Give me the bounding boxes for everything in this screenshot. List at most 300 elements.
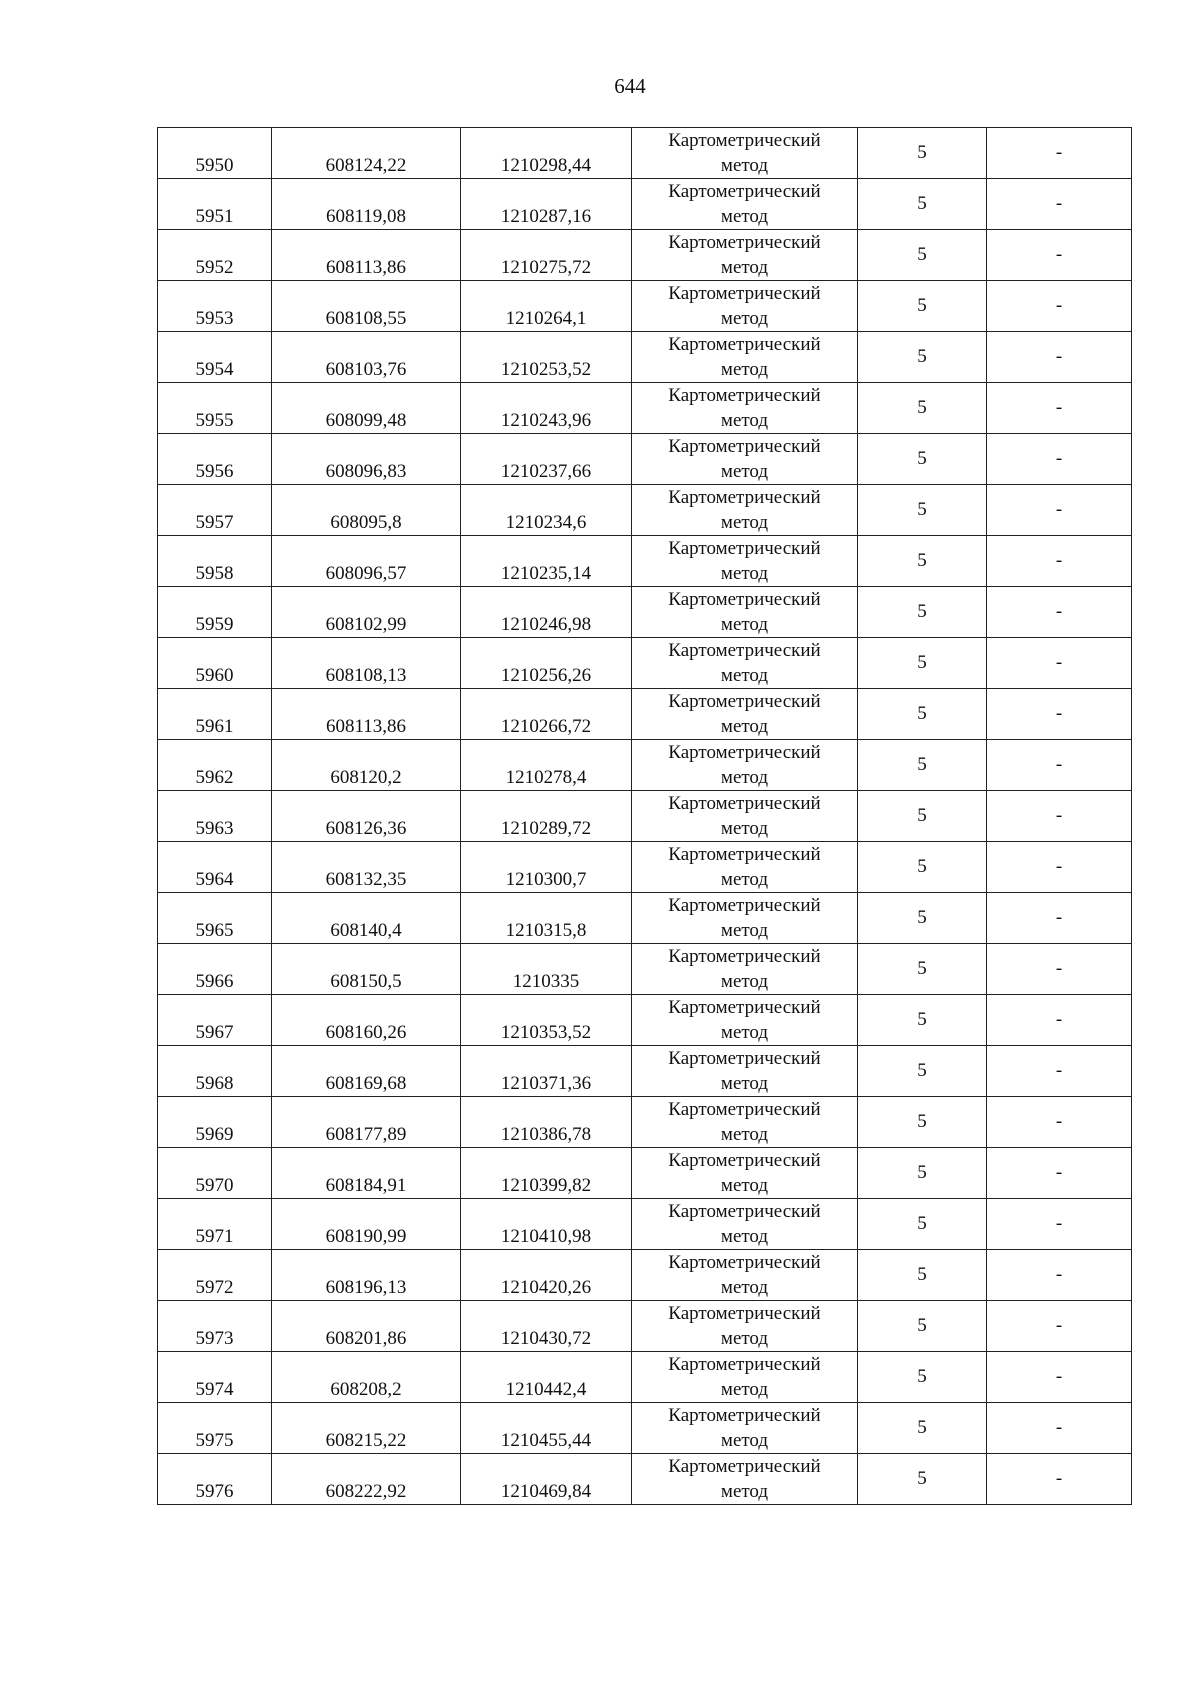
- y-coordinate: 1210469,84: [500, 1481, 592, 1502]
- table-row: [158, 638, 1132, 689]
- method-line-1: Картометрический: [668, 334, 821, 355]
- method-line-2: метод: [720, 665, 769, 686]
- precision-value: 5: [917, 346, 927, 367]
- precision-cell: [858, 179, 987, 230]
- x-coordinate: 608126,36: [325, 818, 407, 839]
- table-row: [158, 1301, 1132, 1352]
- x-coordinate-cell: [272, 893, 461, 944]
- precision-value: 5: [917, 856, 927, 877]
- point-number-cell: [158, 587, 272, 638]
- table-row: [158, 1250, 1132, 1301]
- precision-cell: [858, 1046, 987, 1097]
- note-cell: [987, 536, 1132, 587]
- y-coordinate-cell: [461, 383, 632, 434]
- point-number-cell: [158, 1454, 272, 1505]
- note-cell: [987, 1097, 1132, 1148]
- method-cell: [632, 791, 858, 842]
- point-number-cell: [158, 893, 272, 944]
- y-coordinate-cell: [461, 893, 632, 944]
- precision-cell: [858, 893, 987, 944]
- precision-cell: [858, 1352, 987, 1403]
- note-cell: [987, 179, 1132, 230]
- method-cell: [632, 1352, 858, 1403]
- y-coordinate-cell: [461, 1148, 632, 1199]
- point-number-cell: [158, 332, 272, 383]
- x-coordinate-cell: [272, 944, 461, 995]
- point-number-cell: [158, 230, 272, 281]
- method-cell: [632, 893, 858, 944]
- precision-value: 5: [917, 1315, 927, 1336]
- precision-value: 5: [917, 193, 927, 214]
- precision-cell: [858, 230, 987, 281]
- y-coordinate: 1210300,7: [505, 869, 587, 890]
- note-cell: [987, 332, 1132, 383]
- method-line-1: Картометрический: [668, 487, 821, 508]
- x-coordinate-cell: [272, 383, 461, 434]
- note-value: -: [1055, 754, 1063, 775]
- precision-value: 5: [917, 1111, 927, 1132]
- note-cell: [987, 1199, 1132, 1250]
- y-coordinate: 1210264,1: [505, 308, 587, 329]
- point-number-cell: [158, 434, 272, 485]
- precision-value: 5: [917, 1213, 927, 1234]
- note-value: -: [1055, 601, 1063, 622]
- precision-value: 5: [917, 142, 927, 163]
- y-coordinate-cell: [461, 842, 632, 893]
- x-coordinate: 608096,57: [325, 563, 407, 584]
- x-coordinate: 608113,86: [325, 716, 407, 737]
- x-coordinate: 608095,8: [330, 512, 402, 533]
- precision-cell: [858, 434, 987, 485]
- method-line-1: Картометрический: [668, 691, 821, 712]
- precision-cell: [858, 587, 987, 638]
- x-coordinate: 608196,13: [325, 1277, 407, 1298]
- note-cell: [987, 1046, 1132, 1097]
- method-cell: [632, 587, 858, 638]
- x-coordinate-cell: [272, 842, 461, 893]
- precision-value: 5: [917, 1162, 927, 1183]
- x-coordinate: 608119,08: [325, 206, 407, 227]
- precision-value: 5: [917, 448, 927, 469]
- point-number: 5968: [195, 1073, 234, 1094]
- y-coordinate-cell: [461, 995, 632, 1046]
- y-coordinate-cell: [461, 791, 632, 842]
- note-value: -: [1055, 193, 1063, 214]
- precision-cell: [858, 1403, 987, 1454]
- precision-value: 5: [917, 1264, 927, 1285]
- point-number: 5953: [195, 308, 234, 329]
- y-coordinate: 1210315,8: [505, 920, 587, 941]
- x-coordinate: 608132,35: [325, 869, 407, 890]
- table-row: [158, 281, 1132, 332]
- x-coordinate-cell: [272, 281, 461, 332]
- point-number: 5962: [195, 767, 234, 788]
- method-line-1: Картометрический: [668, 1354, 821, 1375]
- precision-cell: [858, 995, 987, 1046]
- x-coordinate-cell: [272, 1097, 461, 1148]
- method-line-1: Картометрический: [668, 283, 821, 304]
- x-coordinate-cell: [272, 995, 461, 1046]
- x-coordinate: 608113,86: [325, 257, 407, 278]
- note-value: -: [1055, 1213, 1063, 1234]
- point-number: 5965: [195, 920, 234, 941]
- precision-value: 5: [917, 550, 927, 571]
- coordinates-table: [157, 127, 1132, 1505]
- note-value: -: [1055, 1009, 1063, 1030]
- y-coordinate: 1210237,66: [500, 461, 592, 482]
- table-row: [158, 332, 1132, 383]
- note-cell: [987, 689, 1132, 740]
- point-number: 5963: [195, 818, 234, 839]
- method-cell: [632, 128, 858, 179]
- method-line-2: метод: [720, 818, 769, 839]
- x-coordinate-cell: [272, 230, 461, 281]
- method-cell: [632, 689, 858, 740]
- y-coordinate-cell: [461, 332, 632, 383]
- point-number-cell: [158, 638, 272, 689]
- y-coordinate-cell: [461, 1352, 632, 1403]
- note-cell: [987, 281, 1132, 332]
- point-number: 5973: [195, 1328, 234, 1349]
- y-coordinate-cell: [461, 587, 632, 638]
- note-value: -: [1055, 1417, 1063, 1438]
- y-coordinate-cell: [461, 434, 632, 485]
- x-coordinate-cell: [272, 485, 461, 536]
- note-cell: [987, 740, 1132, 791]
- x-coordinate-cell: [272, 1301, 461, 1352]
- y-coordinate-cell: [461, 740, 632, 791]
- x-coordinate: 608169,68: [325, 1073, 407, 1094]
- method-line-1: Картометрический: [668, 538, 821, 559]
- y-coordinate-cell: [461, 1097, 632, 1148]
- y-coordinate: 1210266,72: [500, 716, 592, 737]
- precision-cell: [858, 944, 987, 995]
- note-value: -: [1055, 295, 1063, 316]
- precision-cell: [858, 1097, 987, 1148]
- x-coordinate: 608120,2: [330, 767, 402, 788]
- point-number-cell: [158, 179, 272, 230]
- method-line-2: метод: [720, 869, 769, 890]
- x-coordinate-cell: [272, 689, 461, 740]
- table-row: [158, 434, 1132, 485]
- point-number: 5954: [195, 359, 234, 380]
- y-coordinate: 1210430,72: [500, 1328, 592, 1349]
- method-cell: [632, 1301, 858, 1352]
- precision-cell: [858, 128, 987, 179]
- y-coordinate: 1210253,52: [500, 359, 592, 380]
- y-coordinate-cell: [461, 1046, 632, 1097]
- point-number-cell: [158, 1403, 272, 1454]
- point-number-cell: [158, 128, 272, 179]
- method-line-1: Картометрический: [668, 385, 821, 406]
- precision-cell: [858, 281, 987, 332]
- y-coordinate: 1210455,44: [500, 1430, 592, 1451]
- note-cell: [987, 587, 1132, 638]
- x-coordinate: 608150,5: [330, 971, 402, 992]
- point-number-cell: [158, 944, 272, 995]
- x-coordinate-cell: [272, 791, 461, 842]
- note-value: -: [1055, 652, 1063, 673]
- y-coordinate: 1210243,96: [500, 410, 592, 431]
- point-number-cell: [158, 1199, 272, 1250]
- point-number-cell: [158, 995, 272, 1046]
- method-line-2: метод: [720, 1022, 769, 1043]
- note-value: -: [1055, 907, 1063, 928]
- point-number: 5961: [195, 716, 234, 737]
- point-number: 5971: [195, 1226, 234, 1247]
- note-value: -: [1055, 1264, 1063, 1285]
- method-cell: [632, 1403, 858, 1454]
- method-line-2: метод: [720, 920, 769, 941]
- point-number-cell: [158, 791, 272, 842]
- table-row: [158, 1097, 1132, 1148]
- precision-value: 5: [917, 1009, 927, 1030]
- x-coordinate: 608103,76: [325, 359, 407, 380]
- note-cell: [987, 230, 1132, 281]
- note-cell: [987, 995, 1132, 1046]
- precision-cell: [858, 791, 987, 842]
- table-row: [158, 179, 1132, 230]
- x-coordinate: 608108,13: [325, 665, 407, 686]
- x-coordinate-cell: [272, 1148, 461, 1199]
- x-coordinate: 608140,4: [330, 920, 402, 941]
- method-line-1: Картометрический: [668, 130, 821, 151]
- page-number: 644: [614, 74, 646, 98]
- table-row: [158, 1403, 1132, 1454]
- point-number: 5958: [195, 563, 234, 584]
- method-line-2: метод: [720, 1328, 769, 1349]
- precision-cell: [858, 485, 987, 536]
- precision-value: 5: [917, 652, 927, 673]
- y-coordinate-cell: [461, 128, 632, 179]
- y-coordinate-cell: [461, 689, 632, 740]
- x-coordinate: 608215,22: [325, 1430, 407, 1451]
- note-cell: [987, 944, 1132, 995]
- x-coordinate-cell: [272, 1403, 461, 1454]
- method-line-2: метод: [720, 563, 769, 584]
- note-cell: [987, 638, 1132, 689]
- point-number-cell: [158, 842, 272, 893]
- method-line-2: метод: [720, 257, 769, 278]
- precision-cell: [858, 332, 987, 383]
- method-line-2: метод: [720, 206, 769, 227]
- precision-value: 5: [917, 703, 927, 724]
- x-coordinate-cell: [272, 434, 461, 485]
- point-number-cell: [158, 281, 272, 332]
- y-coordinate: 1210442,4: [505, 1379, 587, 1400]
- point-number: 5967: [195, 1022, 234, 1043]
- point-number-cell: [158, 689, 272, 740]
- note-cell: [987, 1403, 1132, 1454]
- method-line-1: Картометрический: [668, 589, 821, 610]
- y-coordinate: 1210235,14: [500, 563, 592, 584]
- point-number: 5972: [195, 1277, 234, 1298]
- note-value: -: [1055, 856, 1063, 877]
- precision-cell: [858, 1199, 987, 1250]
- method-cell: [632, 230, 858, 281]
- y-coordinate: 1210289,72: [500, 818, 592, 839]
- y-coordinate-cell: [461, 1250, 632, 1301]
- method-cell: [632, 1199, 858, 1250]
- precision-cell: [858, 383, 987, 434]
- point-number-cell: [158, 740, 272, 791]
- method-line-1: Картометрический: [668, 1048, 821, 1069]
- precision-value: 5: [917, 295, 927, 316]
- note-cell: [987, 1148, 1132, 1199]
- method-cell: [632, 179, 858, 230]
- method-line-1: Картометрический: [668, 436, 821, 457]
- table-row: [158, 1046, 1132, 1097]
- y-coordinate: 1210353,52: [500, 1022, 592, 1043]
- method-cell: [632, 842, 858, 893]
- note-value: -: [1055, 1315, 1063, 1336]
- precision-value: 5: [917, 1366, 927, 1387]
- x-coordinate: 608184,91: [325, 1175, 407, 1196]
- x-coordinate: 608201,86: [325, 1328, 407, 1349]
- x-coordinate-cell: [272, 587, 461, 638]
- note-cell: [987, 1352, 1132, 1403]
- method-line-2: метод: [720, 155, 769, 176]
- precision-value: 5: [917, 907, 927, 928]
- x-coordinate: 608124,22: [325, 155, 407, 176]
- note-value: -: [1055, 1111, 1063, 1132]
- note-value: -: [1055, 958, 1063, 979]
- point-number-cell: [158, 1046, 272, 1097]
- note-value: -: [1055, 397, 1063, 418]
- table-row: [158, 587, 1132, 638]
- method-line-2: метод: [720, 410, 769, 431]
- precision-cell: [858, 1454, 987, 1505]
- x-coordinate-cell: [272, 1352, 461, 1403]
- point-number: 5964: [195, 869, 234, 890]
- method-line-1: Картометрический: [668, 997, 821, 1018]
- y-coordinate: 1210275,72: [500, 257, 592, 278]
- x-coordinate: 608102,99: [325, 614, 407, 635]
- note-cell: [987, 383, 1132, 434]
- method-cell: [632, 383, 858, 434]
- x-coordinate-cell: [272, 1199, 461, 1250]
- point-number: 5970: [195, 1175, 234, 1196]
- method-line-2: метод: [720, 1379, 769, 1400]
- point-number: 5976: [195, 1481, 234, 1502]
- table-row: [158, 536, 1132, 587]
- y-coordinate-cell: [461, 230, 632, 281]
- method-cell: [632, 1454, 858, 1505]
- note-value: -: [1055, 448, 1063, 469]
- method-line-1: Картометрический: [668, 793, 821, 814]
- y-coordinate-cell: [461, 944, 632, 995]
- note-value: -: [1055, 499, 1063, 520]
- y-coordinate: 1210278,4: [505, 767, 587, 788]
- point-number: 5955: [195, 410, 234, 431]
- point-number-cell: [158, 1352, 272, 1403]
- method-line-2: метод: [720, 359, 769, 380]
- method-cell: [632, 995, 858, 1046]
- y-coordinate-cell: [461, 1199, 632, 1250]
- note-cell: [987, 485, 1132, 536]
- precision-cell: [858, 1250, 987, 1301]
- table-row: [158, 1454, 1132, 1505]
- precision-cell: [858, 842, 987, 893]
- method-cell: [632, 638, 858, 689]
- y-coordinate: 1210371,36: [500, 1073, 592, 1094]
- method-line-1: Картометрический: [668, 181, 821, 202]
- method-line-2: метод: [720, 1277, 769, 1298]
- point-number-cell: [158, 1301, 272, 1352]
- method-line-2: метод: [720, 308, 769, 329]
- y-coordinate-cell: [461, 1301, 632, 1352]
- x-coordinate-cell: [272, 128, 461, 179]
- method-line-2: метод: [720, 971, 769, 992]
- y-coordinate: 1210410,98: [500, 1226, 592, 1247]
- point-number: 5956: [195, 461, 234, 482]
- method-cell: [632, 536, 858, 587]
- precision-cell: [858, 536, 987, 587]
- x-coordinate: 608108,55: [325, 308, 407, 329]
- y-coordinate: 1210246,98: [500, 614, 592, 635]
- table-row: [158, 1199, 1132, 1250]
- point-number-cell: [158, 485, 272, 536]
- table-row: [158, 1352, 1132, 1403]
- note-value: -: [1055, 1468, 1063, 1489]
- method-line-1: Картометрический: [668, 1405, 821, 1426]
- x-coordinate: 608190,99: [325, 1226, 407, 1247]
- y-coordinate: 1210234,6: [505, 512, 587, 533]
- precision-cell: [858, 1301, 987, 1352]
- precision-value: 5: [917, 499, 927, 520]
- y-coordinate-cell: [461, 638, 632, 689]
- y-coordinate: 1210298,44: [500, 155, 592, 176]
- method-cell: [632, 281, 858, 332]
- table-row: [158, 842, 1132, 893]
- precision-value: 5: [917, 754, 927, 775]
- y-coordinate-cell: [461, 179, 632, 230]
- method-line-2: метод: [720, 614, 769, 635]
- note-cell: [987, 434, 1132, 485]
- point-number: 5959: [195, 614, 234, 635]
- note-cell: [987, 791, 1132, 842]
- y-coordinate-cell: [461, 1403, 632, 1454]
- note-cell: [987, 893, 1132, 944]
- point-number: 5952: [195, 257, 234, 278]
- method-line-1: Картометрический: [668, 946, 821, 967]
- x-coordinate: 608208,2: [330, 1379, 402, 1400]
- method-line-2: метод: [720, 767, 769, 788]
- table-row: [158, 485, 1132, 536]
- method-line-1: Картометрический: [668, 1150, 821, 1171]
- table-row: [158, 128, 1132, 179]
- method-line-2: метод: [720, 1430, 769, 1451]
- method-line-2: метод: [720, 1124, 769, 1145]
- point-number: 5960: [195, 665, 234, 686]
- y-coordinate: 1210256,26: [500, 665, 592, 686]
- table-row: [158, 230, 1132, 281]
- method-line-2: метод: [720, 1175, 769, 1196]
- y-coordinate: 1210420,26: [500, 1277, 592, 1298]
- x-coordinate-cell: [272, 638, 461, 689]
- table-row: [158, 740, 1132, 791]
- precision-value: 5: [917, 1060, 927, 1081]
- note-cell: [987, 128, 1132, 179]
- method-cell: [632, 944, 858, 995]
- method-line-2: метод: [720, 1073, 769, 1094]
- method-line-1: Картометрический: [668, 232, 821, 253]
- note-value: -: [1055, 1366, 1063, 1387]
- point-number: 5966: [195, 971, 234, 992]
- method-line-1: Картометрический: [668, 1099, 821, 1120]
- point-number: 5957: [195, 512, 234, 533]
- x-coordinate: 608222,92: [325, 1481, 407, 1502]
